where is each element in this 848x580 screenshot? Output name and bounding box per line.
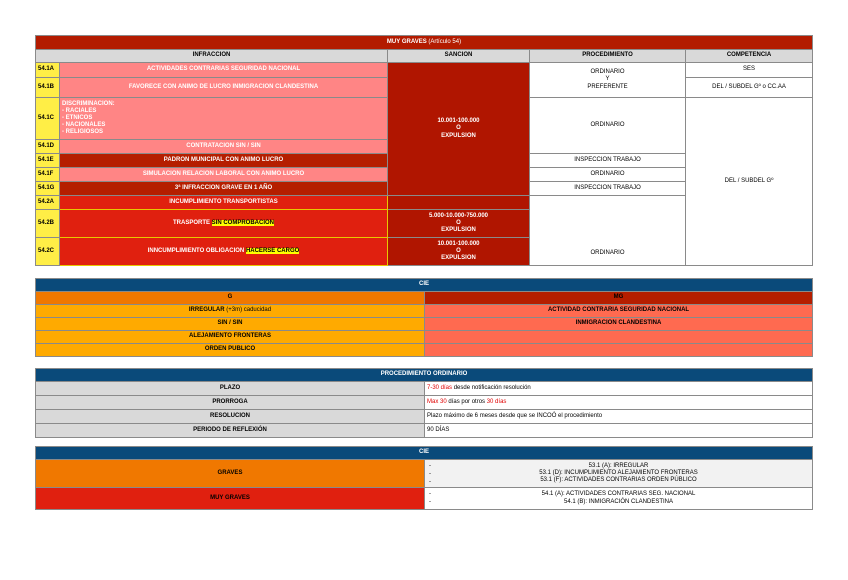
proc-ordinario-2: ORDINARIO: [530, 168, 686, 182]
muy-graves-table: [35, 35, 813, 266]
proc-ordinario: ORDINARIO: [530, 98, 686, 154]
sancion-cell-2: 5.000-10.000-750.000 O EXPULSION: [388, 210, 530, 238]
muy-graves-label: MUY GRAVES: [36, 488, 425, 510]
comp-ses: SES: [686, 63, 813, 78]
proc-inspeccion-trabajo-2: INSPECCION TRABAJO: [530, 182, 686, 196]
proc-ordinario-3: ORDINARIO: [530, 196, 686, 266]
plazo-label: PLAZO: [36, 382, 425, 396]
resolucion-label: RESOLUCION: [36, 410, 425, 424]
sancion-cell-blank: [388, 196, 530, 210]
graves-label: GRAVES: [36, 460, 425, 488]
row-code: 54.1E: [36, 154, 60, 168]
row-infraccion: INNCUMPLIMIENTO OBLIGACION HACERSE CARGO: [60, 238, 388, 266]
comp-del-subdel: DEL / SUBDEL Gº: [686, 98, 813, 266]
header-procedimiento: PROCEDIMIENTO: [530, 50, 686, 63]
table2-title: CIE: [36, 279, 813, 292]
row-code: 54.1A: [36, 63, 60, 78]
row-infraccion: TRASPORTE SIN COMPROBACION: [60, 210, 388, 238]
table1-title: MUY GRAVES (Artículo 54): [36, 36, 813, 50]
g-cell: SIN / SIN: [36, 318, 425, 331]
mg-cell: ACTIVIDAD CONTRARIA SEGURIDAD NACIONAL: [425, 305, 813, 318]
table4-title: CIE: [36, 447, 813, 460]
header-sancion: SANCION: [388, 50, 530, 63]
row-infraccion-discriminacion: DISCRIMINACION: - RACIALES - ETNICOS - NACIONALES - RELIGIOSOS: [60, 98, 388, 140]
table3-title: PROCEDIMIENTO ORDINARIO: [36, 369, 813, 382]
cie-table: [35, 278, 813, 357]
resolucion-value: Plazo máximo de 6 meses desde que se INCOÓ el procedimiento: [425, 410, 813, 424]
row-infraccion: ACTIVIDADES CONTRARIAS SEGURIDAD NACIONAL: [60, 63, 388, 78]
row-code: 54.2A: [36, 196, 60, 210]
sancion-cell-3: 10.001-100.000 O EXPULSION: [388, 238, 530, 266]
periodo-reflexion-label: PERIODO DE REFLEXIÓN: [36, 424, 425, 438]
g-cell: ORDEN PUBLICO: [36, 344, 425, 357]
header-competencia: COMPETENCIA: [686, 50, 813, 63]
plazo-value: 7-30 días desde notificación resolución: [425, 382, 813, 396]
header-infraccion: INFRACCION: [36, 50, 388, 63]
row-infraccion: 3ª INFRACCION GRAVE EN 1 AÑO: [60, 182, 388, 196]
row-code: 54.2B: [36, 210, 60, 238]
row-code: 54.1C: [36, 98, 60, 140]
mg-cell: INMIGRACION CLANDESTINA: [425, 318, 813, 331]
mg-cell: [425, 331, 813, 344]
row-infraccion: SIMULACION RELACION LABORAL CON ANIMO LUCRO: [60, 168, 388, 182]
col-g: G: [36, 292, 425, 305]
cie-summary-table: [35, 446, 813, 510]
row-infraccion: PADRON MUNICIPAL CON ANIMO LUCRO: [60, 154, 388, 168]
comp-del-subdel-ccaa: DEL / SUBDEL Gº o CC.AA: [686, 78, 813, 98]
prorroga-value: Max 30 días por otros 30 días: [425, 396, 813, 410]
row-infraccion: INCUMPLIMIENTO TRANSPORTISTAS: [60, 196, 388, 210]
proc-ordinario-preferente: ORDINARIO Y PREFERENTE: [530, 63, 686, 98]
row-code: 54.1G: [36, 182, 60, 196]
periodo-reflexion-value: 90 DÍAS: [425, 424, 813, 438]
g-cell: IRREGULAR (+3m) caducidad: [36, 305, 425, 318]
row-code: 54.1F: [36, 168, 60, 182]
col-mg: MG: [425, 292, 813, 305]
mg-cell: [425, 344, 813, 357]
row-infraccion: FAVORECE CON ANIMO DE LUCRO INMIGRACION CLANDESTINA: [60, 78, 388, 98]
muy-graves-list: - - 54.1 (A): ACTIVIDADES CONTRARIAS SEG. NACIONAL 54.1 (B): INMIGRACIÓN CLANDESTINA: [425, 488, 813, 510]
row-code: 54.2C: [36, 238, 60, 266]
row-code: 54.1B: [36, 78, 60, 98]
graves-list: - - - 53.1 (A): IRREGULAR 53.1 (D): INCUMPLIMIENTO ALEJAMIENTO FRONTERAS 53.1 (F): ACTIVIDADES CONTRARIAS ORDEN PÚBLICO: [425, 460, 813, 488]
g-cell: ALEJAMIENTO FRONTERAS: [36, 331, 425, 344]
procedimiento-ordinario-table: [35, 368, 813, 438]
row-code: 54.1D: [36, 140, 60, 154]
proc-inspeccion-trabajo: INSPECCION TRABAJO: [530, 154, 686, 168]
row-infraccion: CONTRATACION SIN / SIN: [60, 140, 388, 154]
sancion-cell-1: 10.001-100.000 O EXPULSION: [388, 63, 530, 196]
prorroga-label: PRORROGA: [36, 396, 425, 410]
